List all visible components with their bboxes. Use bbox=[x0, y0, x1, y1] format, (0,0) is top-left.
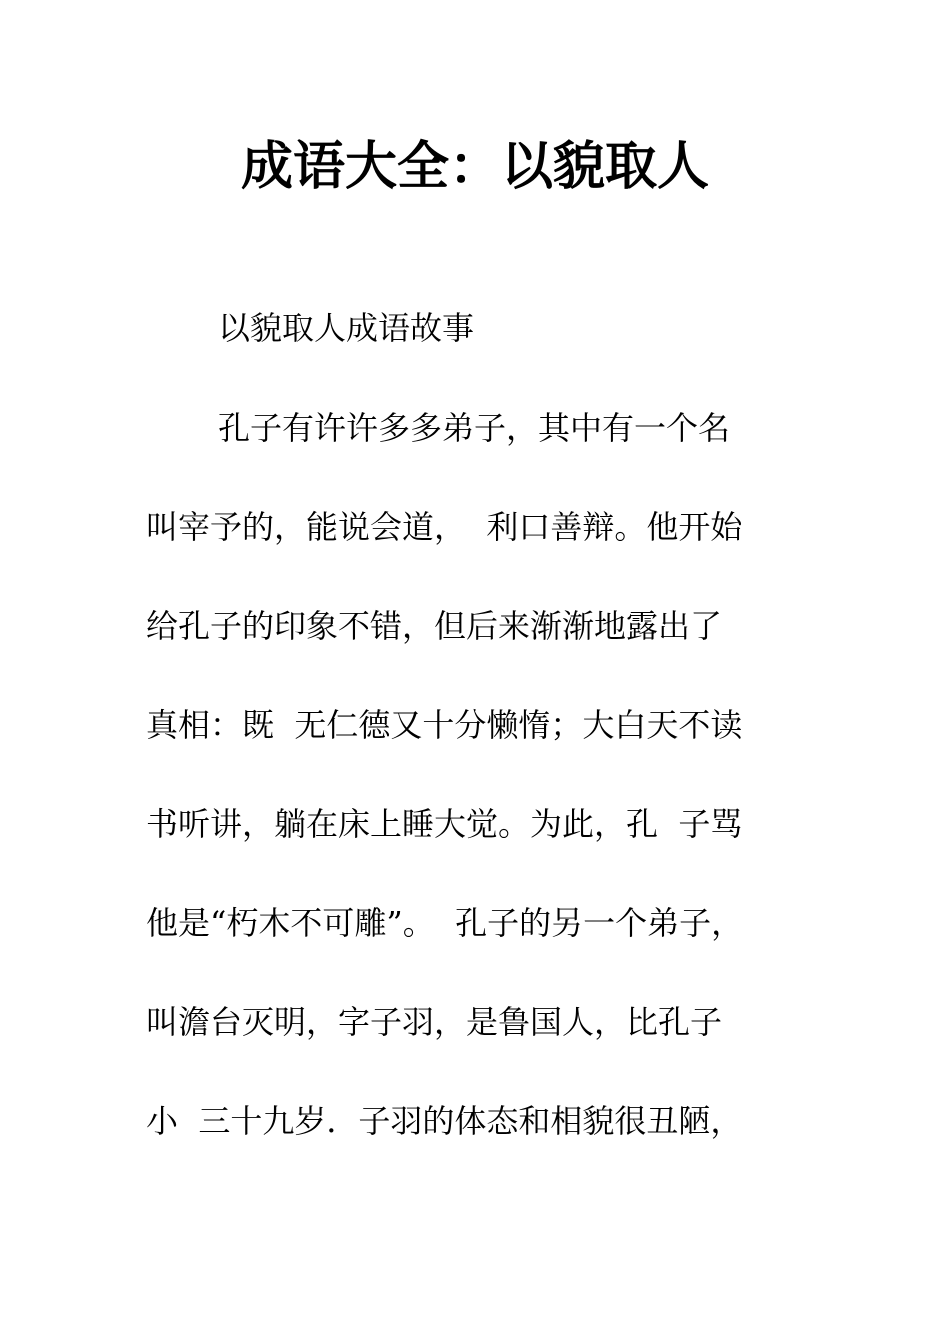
body-line-4: 真相：既 无仁德又十分懒惰；大白天不读 bbox=[146, 706, 743, 744]
story-heading: 以貌取人成语故事 bbox=[218, 309, 475, 347]
body-line-8: 小 三十九岁．子羽的体态和相貌很丑陋， bbox=[146, 1102, 743, 1140]
body-line-5: 书听讲，躺在床上睡大觉。为此，孔 子骂 bbox=[146, 805, 743, 843]
document-title: 成语大全：以貌取人 bbox=[240, 136, 709, 197]
body-line-3: 给孔子的印象不错，但后来渐渐地露出了 bbox=[146, 607, 723, 645]
body-line-1: 孔子有许许多多弟子，其中有一个名 bbox=[218, 409, 731, 447]
body-line-6: 他是“朽木不可雕”。 孔子的另一个弟子， bbox=[146, 904, 744, 942]
body-line-2: 叫宰予的，能说会道， 利口善辩。他开始 bbox=[146, 508, 743, 546]
body-line-7: 叫澹台灭明，字子羽，是鲁国人，比孔子 bbox=[146, 1003, 723, 1041]
